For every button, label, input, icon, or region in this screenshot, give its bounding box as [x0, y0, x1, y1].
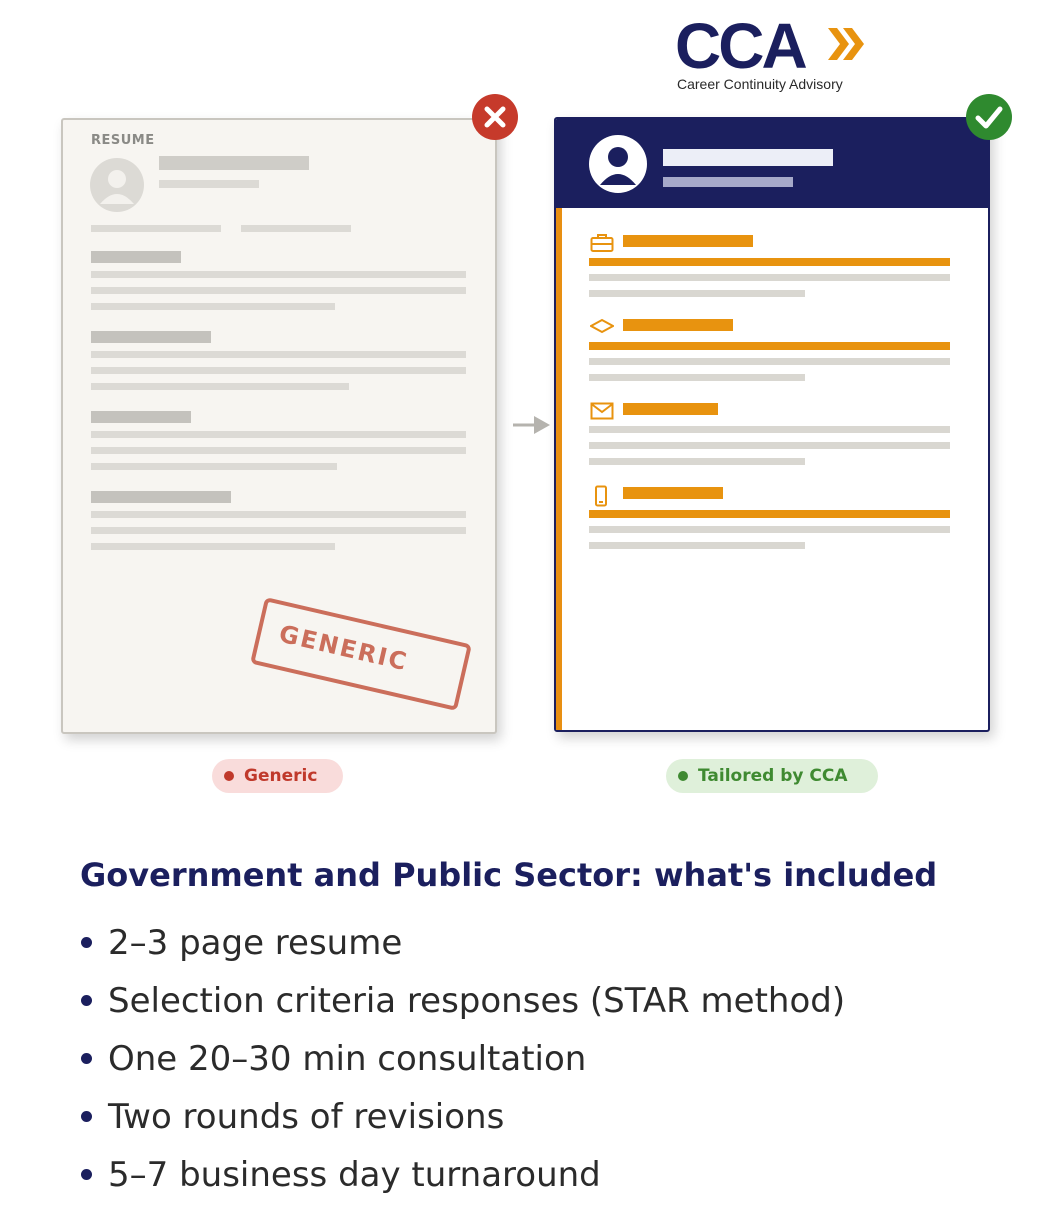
highlight-line-placeholder: [589, 510, 950, 518]
text-line-placeholder: [589, 426, 950, 433]
section-heading-placeholder: [623, 403, 718, 415]
feature-text: One 20–30 min consultation: [108, 1039, 587, 1079]
text-line-placeholder: [589, 274, 950, 281]
briefcase-icon: [590, 233, 614, 253]
name-placeholder: [663, 149, 833, 166]
page-heading: Government and Public Sector: what's included: [80, 856, 938, 894]
text-line-placeholder: [589, 358, 950, 365]
text-line-placeholder: [91, 303, 335, 310]
highlight-line-placeholder: [589, 342, 950, 350]
generic-resume-card: [61, 118, 497, 734]
section-heading-placeholder: [91, 491, 231, 503]
status-dot: [224, 771, 234, 781]
text-line-placeholder: [589, 542, 805, 549]
feature-text: 2–3 page resume: [108, 923, 403, 963]
section-heading-placeholder: [91, 411, 191, 423]
text-line-placeholder: [91, 287, 466, 294]
logo-subtitle: Career Continuity Advisory: [677, 76, 843, 92]
accent-bar: [556, 208, 562, 732]
bullet-icon: [81, 995, 92, 1006]
section-heading-placeholder: [91, 331, 211, 343]
cca-logo: [670, 10, 880, 98]
envelope-icon: [590, 402, 614, 420]
arrow-right-icon: [512, 414, 552, 436]
bullet-icon: [81, 937, 92, 948]
list-item: [80, 976, 845, 1034]
status-dot: [678, 771, 688, 781]
phone-icon: [594, 485, 608, 507]
text-line-placeholder: [589, 374, 805, 381]
resume-header: [556, 119, 988, 208]
section-heading-placeholder: [623, 319, 733, 331]
text-line-placeholder: [91, 271, 466, 278]
text-line-placeholder: [91, 431, 466, 438]
text-line-placeholder: [91, 543, 335, 550]
user-avatar-icon: [589, 135, 647, 193]
name-placeholder: [159, 156, 309, 170]
avatar-placeholder-icon: [90, 158, 144, 212]
text-line-placeholder: [589, 458, 805, 465]
bullet-icon: [81, 1053, 92, 1064]
bullet-icon: [81, 1169, 92, 1180]
section-heading-placeholder: [623, 235, 753, 247]
generic-badge: [212, 759, 343, 793]
list-item: [80, 1092, 845, 1150]
section-heading-placeholder: [91, 251, 181, 263]
check-icon: [966, 94, 1012, 140]
text-line-placeholder: [589, 526, 950, 533]
double-chevron-icon: [828, 24, 868, 64]
text-line-placeholder: [91, 463, 337, 470]
contact-placeholder: [241, 225, 351, 232]
graduation-cap-icon: [590, 318, 614, 334]
title-placeholder: [159, 180, 259, 188]
logo-text: CCA: [675, 10, 805, 82]
generic-stamp: GENERIC: [250, 597, 472, 711]
list-item: [80, 1150, 845, 1208]
close-icon: [472, 94, 518, 140]
bullet-icon: [81, 1111, 92, 1122]
feature-text: Two rounds of revisions: [108, 1097, 505, 1137]
text-line-placeholder: [91, 367, 466, 374]
list-item: [80, 918, 845, 976]
text-line-placeholder: [91, 447, 466, 454]
text-line-placeholder: [91, 351, 466, 358]
section-heading-placeholder: [623, 487, 723, 499]
resume-label: RESUME: [91, 133, 155, 148]
feature-text: Selection criteria responses (STAR method): [108, 981, 846, 1021]
tailored-resume-card: [554, 117, 990, 732]
tailored-badge: [666, 759, 878, 793]
feature-list: [80, 918, 845, 1208]
text-line-placeholder: [91, 511, 466, 518]
generic-badge-label: Generic: [244, 766, 318, 786]
title-placeholder: [663, 177, 793, 187]
text-line-placeholder: [589, 442, 950, 449]
list-item: [80, 1034, 845, 1092]
feature-text: 5–7 business day turnaround: [108, 1155, 601, 1195]
text-line-placeholder: [91, 527, 466, 534]
contact-placeholder: [91, 225, 221, 232]
text-line-placeholder: [589, 290, 805, 297]
tailored-badge-label: Tailored by CCA: [698, 766, 848, 786]
highlight-line-placeholder: [589, 258, 950, 266]
text-line-placeholder: [91, 383, 349, 390]
